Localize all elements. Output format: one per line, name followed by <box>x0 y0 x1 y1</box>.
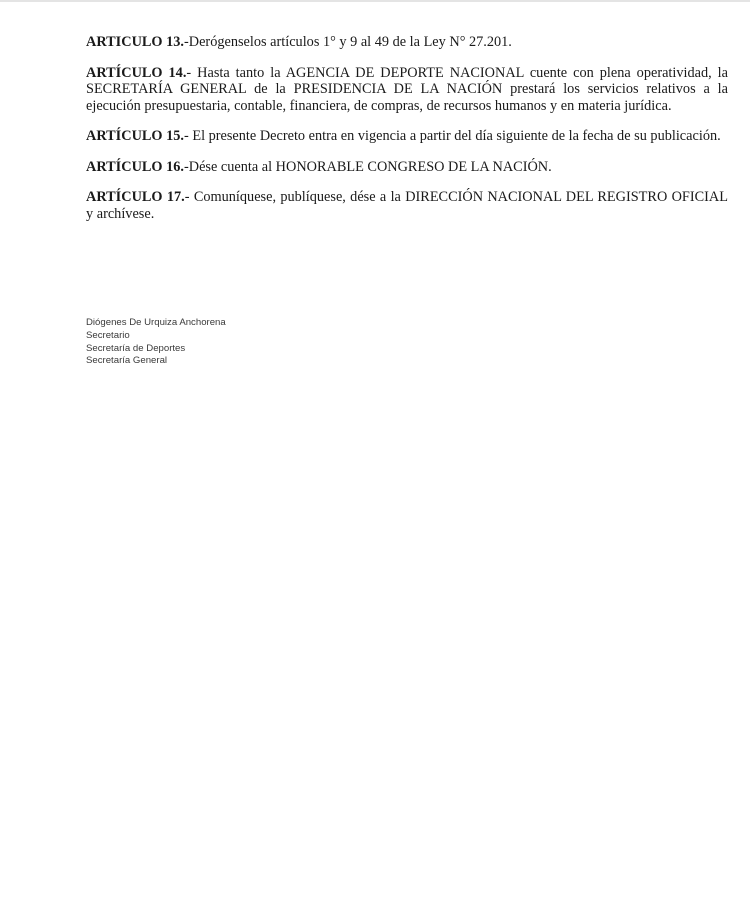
article-14 <box>86 65 728 115</box>
signatory-office: Secretaría de Deportes <box>86 342 186 354</box>
article-16-label: ARTÍCULO 16. <box>86 158 184 175</box>
signatory-name: Diógenes De Urquiza Anchorena <box>86 317 226 328</box>
article-13-text: -Derógenselos artículos 1° y 9 al 49 de la Ley N° 27.201. <box>184 34 512 50</box>
article-14-text: - Hasta tanto la AGENCIA DE DEPORTE NACIONAL cuente con plena operatividad, la SECRETARÍA GENERAL de la PRESIDENCIA DE LA NACIÓN prestará los servicios relativos a la ejecución presupuestaria, contable, financiera, de compras, de recursos humanos y en materia jurídica. <box>86 64 728 114</box>
article-13 <box>86 34 728 51</box>
signature-block <box>86 317 226 368</box>
document-body <box>86 34 728 236</box>
article-16-text: -Dése cuenta al HONORABLE CONGRESO DE LA NACIÓN. <box>184 158 552 175</box>
article-15-text: - El presente Decreto entra en vigencia a partir del día siguiente de la fecha de su publicación. <box>184 128 721 144</box>
article-13-label: ARTICULO 13. <box>86 34 184 50</box>
article-17-text: - Comuníquese, publíquese, dése a la DIRECCIÓN NACIONAL DEL REGISTRO OFICIAL y archívese. <box>86 189 728 222</box>
article-15-label: ARTÍCULO 15. <box>86 128 184 144</box>
article-17 <box>86 189 728 222</box>
signatory-title: Secretario <box>86 329 130 341</box>
article-15 <box>86 128 728 145</box>
article-16 <box>86 159 728 176</box>
article-14-label: ARTÍCULO 14. <box>86 64 187 81</box>
article-17-label: ARTÍCULO 17. <box>86 189 185 205</box>
signatory-department: Secretaría General <box>86 355 168 367</box>
